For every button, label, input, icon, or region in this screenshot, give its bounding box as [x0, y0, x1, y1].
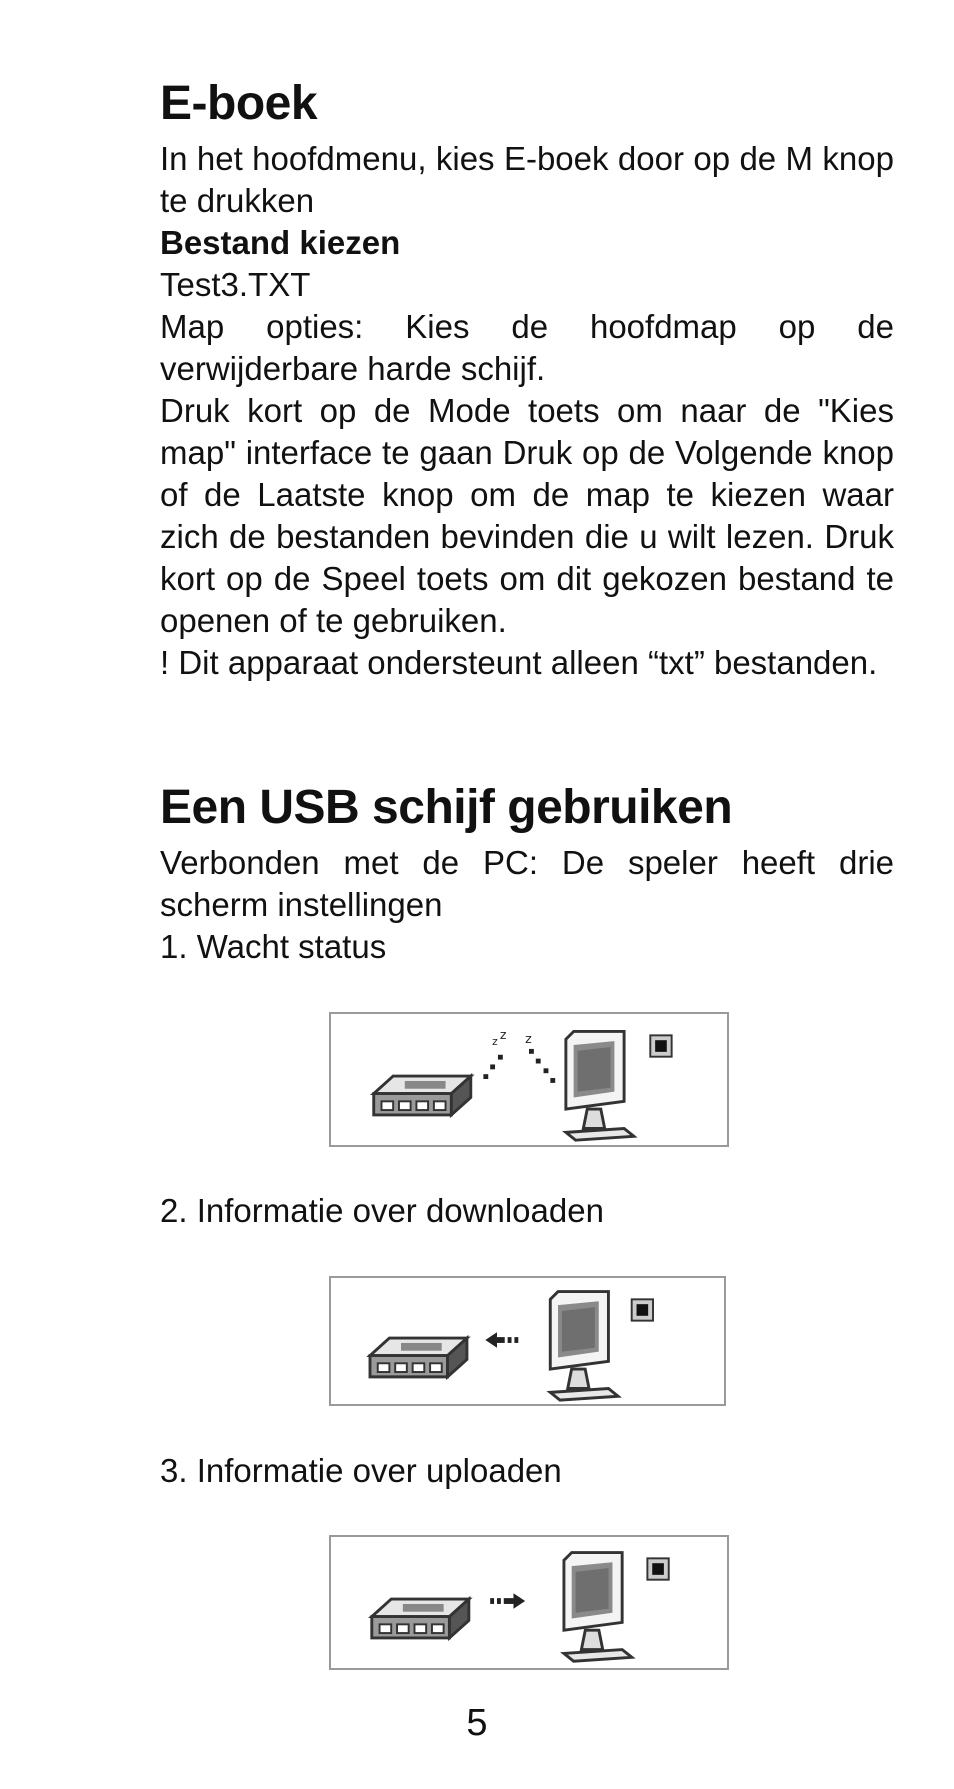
- usb-download-icon: [329, 1276, 726, 1406]
- usb-idle-icon: [329, 1012, 729, 1147]
- file-name: Test3.TXT: [160, 266, 311, 303]
- usb-intro: Verbonden met de PC: De speler heeft drie scherm instellingen: [160, 844, 894, 923]
- map-options-text: Map opties: Kies de hoofdmap op de verwijderbare harde schijf.: [160, 308, 894, 387]
- state-label-3: 3. Informatie over uploaden: [160, 1452, 562, 1489]
- ebook-intro: In het hoofdmenu, kies E-boek door op de M knop te drukken: [160, 140, 894, 219]
- choose-file-subheading: Bestand kiezen: [160, 224, 401, 261]
- state-label-1: 1. Wacht status: [160, 928, 387, 965]
- svg-text:z: z: [525, 1031, 532, 1047]
- txt-only-note: ! Dit apparaat ondersteunt alleen “txt” bestanden.: [160, 644, 878, 681]
- state-3: [160, 1450, 894, 1492]
- section-heading-usb: Een USB schijf gebruiken: [160, 781, 733, 834]
- page-number: 5: [466, 1702, 488, 1744]
- section-usb: [160, 780, 894, 968]
- instructions-text: Druk kort op de Mode toets om naar de "Kies map" interface te gaan Druk op de Volgende knop of de Laatste knop om de map te kiezen waar zich de bestanden bevinden die u wilt lezen. Druk kort op de Speel toets om dit gekozen bestand te openen of te gebruiken.: [160, 392, 894, 639]
- section-ebook: [160, 76, 894, 684]
- usb-upload-icon: [329, 1535, 729, 1670]
- state-2: [160, 1190, 894, 1232]
- svg-text:z: z: [492, 1035, 498, 1049]
- section-heading-ebook: E-boek: [160, 77, 318, 130]
- svg-text:z: z: [499, 1027, 507, 1043]
- state-label-2: 2. Informatie over downloaden: [160, 1192, 604, 1229]
